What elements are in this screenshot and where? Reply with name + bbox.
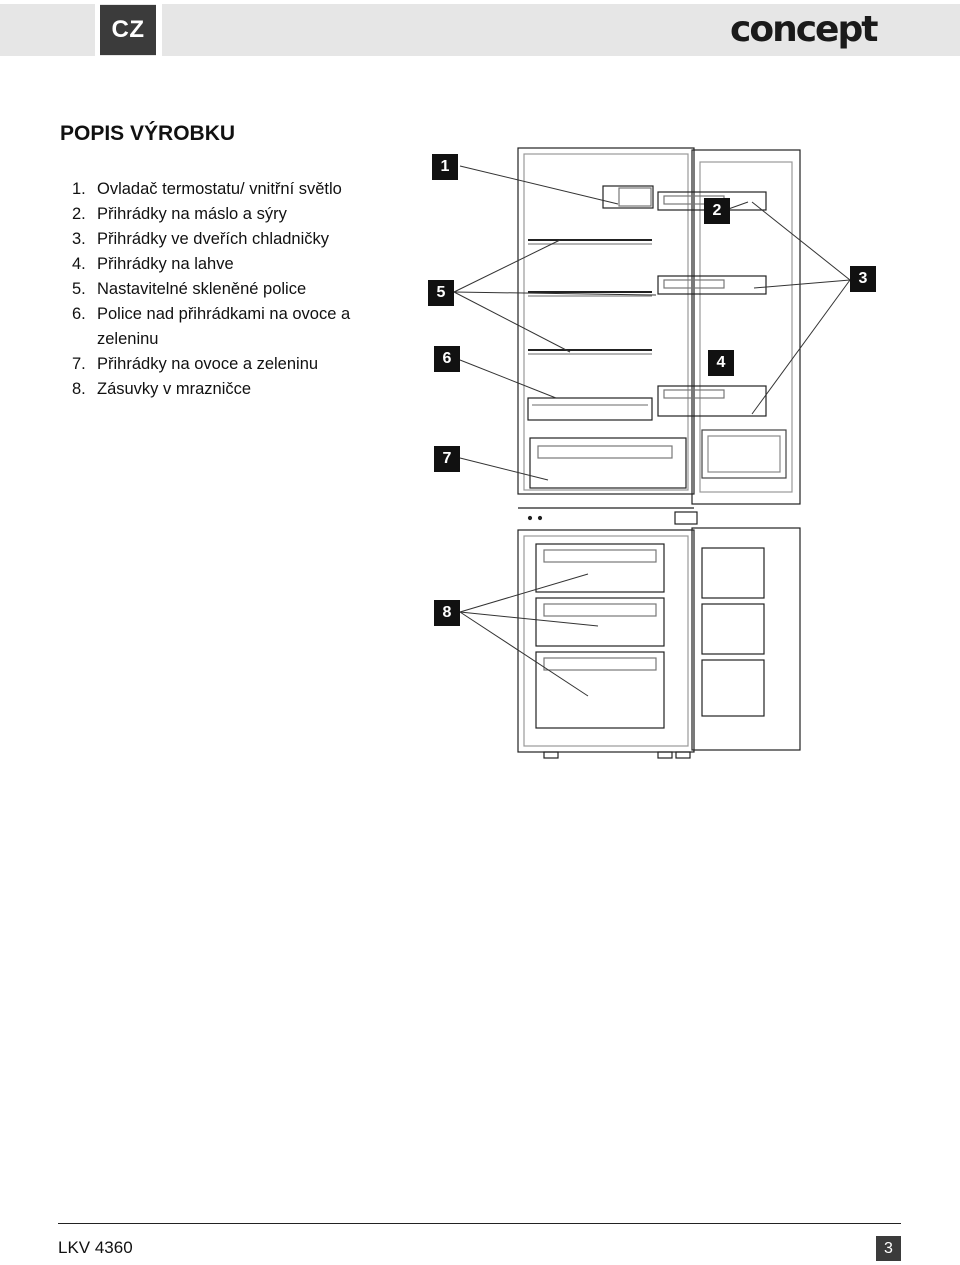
- parts-list: [72, 177, 392, 402]
- item-number: 5.: [72, 280, 86, 298]
- item-number: 6.: [72, 305, 86, 323]
- fridge-illustration: [420, 140, 890, 770]
- item-number: 8.: [72, 380, 86, 398]
- list-item: [72, 277, 392, 302]
- callout-8: 8: [434, 600, 460, 626]
- crisper-handle: [538, 446, 672, 458]
- leader-line: [454, 292, 570, 352]
- list-item: [72, 302, 392, 352]
- brand-logo: concept: [730, 9, 877, 50]
- leader-line: [460, 612, 598, 626]
- freezer-door-panel: [702, 548, 764, 598]
- hinge-dot: [529, 517, 532, 520]
- leader-line: [454, 240, 560, 292]
- item-label: Nastavitelné skleněné police: [97, 280, 307, 298]
- crisper-cover-shelf: [528, 398, 652, 420]
- middle-hinge: [675, 512, 697, 524]
- item-number: 3.: [72, 230, 86, 248]
- freezer-compartment: [518, 530, 694, 752]
- callout-4: 4: [708, 350, 734, 376]
- door-bin-bottom-inner: [708, 436, 780, 472]
- freezer-door: [692, 528, 800, 750]
- item-number: 1.: [72, 180, 86, 198]
- item-number: 2.: [72, 205, 86, 223]
- item-number: 7.: [72, 355, 86, 373]
- hinge-dot: [539, 517, 542, 520]
- freezer-drawer-handle: [544, 658, 656, 670]
- list-item: [72, 202, 392, 227]
- list-item: [72, 227, 392, 252]
- item-label: Přihrádky na máslo a sýry: [97, 205, 287, 223]
- header-divider: [156, 4, 162, 56]
- callout-3: 3: [850, 266, 876, 292]
- freezer-drawer-handle: [544, 604, 656, 616]
- footer-divider: [58, 1223, 901, 1224]
- fridge-foot: [544, 752, 558, 758]
- item-label: Police nad přihrádkami na ovoce a zeleninu: [97, 305, 351, 348]
- page-number: 3: [876, 1236, 901, 1261]
- item-label: Přihrádky na ovoce a zeleninu: [97, 355, 319, 373]
- leader-line: [754, 280, 850, 288]
- freezer-drawer: [536, 544, 664, 592]
- language-badge: CZ: [100, 5, 156, 55]
- list-item: [72, 377, 392, 402]
- thermostat-housing: [603, 186, 653, 208]
- freezer-drawer: [536, 652, 664, 728]
- leader-line: [460, 166, 618, 204]
- leader-line: [460, 458, 548, 480]
- fridge-diagram: [420, 140, 890, 770]
- list-item: [72, 352, 392, 377]
- item-label: Přihrádky ve dveřích chladničky: [97, 230, 330, 248]
- item-label: Zásuvky v mrazničce: [97, 380, 252, 398]
- list-item: [72, 252, 392, 277]
- fridge-compartment: [518, 148, 694, 494]
- model-number: LKV 4360: [58, 1238, 133, 1257]
- freezer-door-panel: [702, 604, 764, 654]
- door-bin-bottom: [702, 430, 786, 478]
- item-label: Přihrádky na lahve: [97, 255, 234, 273]
- leader-line: [460, 360, 556, 398]
- door-bin: [658, 276, 766, 294]
- callout-2: 2: [704, 198, 730, 224]
- fridge-foot: [676, 752, 690, 758]
- freezer-door-panel: [702, 660, 764, 716]
- item-number: 4.: [72, 255, 86, 273]
- section-title: POPIS VÝROBKU: [60, 122, 236, 145]
- callout-7: 7: [434, 446, 460, 472]
- callout-1: 1: [432, 154, 458, 180]
- callout-5: 5: [428, 280, 454, 306]
- item-label: Ovladač termostatu/ vnitřní světlo: [97, 180, 342, 198]
- leader-line: [752, 202, 850, 280]
- freezer-drawer-handle: [544, 550, 656, 562]
- list-item: [72, 177, 392, 202]
- fridge-foot: [658, 752, 672, 758]
- callout-6: 6: [434, 346, 460, 372]
- leader-line: [752, 280, 850, 414]
- light-cover: [619, 188, 651, 206]
